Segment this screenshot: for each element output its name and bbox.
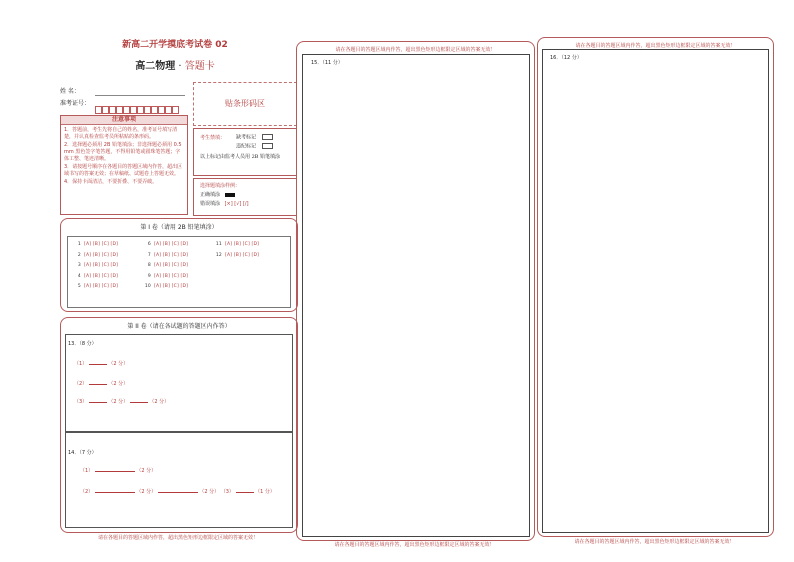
candidate-note: 以上标记由监考人员用 2B 铅笔填涂 (200, 154, 281, 160)
choice-row[interactable] (73, 253, 118, 258)
q13-2-score: （2 分） (108, 381, 129, 387)
q14-3-score: （1 分） (255, 489, 275, 495)
q14-2a-blank[interactable] (95, 492, 135, 493)
choice-options[interactable]: [A] [B] [C] [D] (84, 242, 119, 247)
id-cell[interactable] (144, 106, 151, 114)
choice-row[interactable] (73, 263, 118, 268)
id-cell[interactable] (165, 106, 172, 114)
q13-3a-blank[interactable] (89, 402, 107, 403)
q14-line1 (80, 468, 156, 475)
bottom-warning-right: 请在各题目的答题区域内作答，超出黑色矩形边框限定区域的答案无效！ (574, 539, 735, 545)
choice-options[interactable]: [A] [B] [C] [D] (154, 252, 189, 258)
part2-title: 第 II 卷（请在各试题的答题区内作答） (127, 323, 231, 330)
q13-1-blank[interactable] (89, 364, 107, 365)
q14-3-label: （3） (220, 489, 234, 495)
choice-row[interactable] (73, 242, 118, 247)
choice-row[interactable] (143, 284, 188, 289)
wrong-label: 错误填涂 (200, 201, 221, 207)
choice-number: 12 (215, 252, 222, 258)
id-cell[interactable] (116, 106, 123, 114)
id-cell[interactable] (137, 106, 144, 114)
choice-row[interactable] (143, 242, 188, 247)
choice-options[interactable]: [A] [B] [C] [D] (84, 252, 119, 258)
choice-number: 3 (77, 263, 81, 268)
choice-options[interactable]: [A] [B] [C] [D] (84, 263, 119, 268)
q14-box (65, 431, 293, 528)
subject-title: 高二物理 (135, 61, 176, 72)
choice-row[interactable] (214, 242, 259, 247)
q13-line1 (74, 361, 128, 368)
q14-1-blank[interactable] (95, 471, 135, 472)
notice-title: 注意事项 (61, 116, 187, 125)
q14-3-blank[interactable] (236, 492, 254, 493)
choice-row[interactable] (143, 263, 188, 268)
wrong-row (200, 201, 249, 208)
candidate-label: 考生禁填： (200, 135, 226, 141)
choice-options[interactable]: [A] [B] [C] [D] (154, 263, 189, 268)
top-warning-right: 请在各题目的答题区域内作答，超出黑色矩形边框限定区域的答案无效！ (575, 43, 736, 49)
choice-options[interactable]: [A] [B] [C] [D] (154, 273, 189, 279)
bottom-warning-middle: 请在各题目的答题区域内作答，超出黑色矩形边框限定区域的答案无效！ (334, 542, 495, 548)
cheat-row (236, 143, 273, 151)
name-field[interactable] (95, 95, 185, 96)
q14-2-label: （2） (80, 489, 94, 495)
cheat-mark[interactable] (262, 143, 273, 149)
q14-1-score: （2 分） (136, 468, 157, 474)
choice-options[interactable]: [A] [B] [C] [D] (84, 284, 119, 289)
notice-item: 2．选择题必须用 2B 铅笔填涂；非选择题必须用 0.5 mm 黑色签字笔答题，不得用铅笔或圆珠笔答题；字体工整、笔迹清晰。 (64, 142, 182, 162)
id-cell[interactable] (130, 106, 137, 114)
title-dot: · (178, 61, 182, 72)
choice-row[interactable] (73, 284, 118, 289)
correct-label: 正确填涂 (200, 192, 221, 198)
q15-head: 15．（11 分） (311, 60, 343, 66)
id-cell[interactable] (102, 106, 109, 114)
q13-head: 13．（8 分） (68, 341, 97, 347)
q13-2-blank[interactable] (89, 384, 107, 385)
choice-options[interactable]: [A] [B] [C] [D] (225, 242, 260, 247)
id-cell[interactable] (109, 106, 116, 114)
absent-label: 缺考标记 (236, 134, 257, 141)
absent-row (236, 134, 273, 142)
choice-number: 9 (147, 273, 151, 279)
id-cell[interactable] (158, 106, 165, 114)
id-cells[interactable] (95, 99, 187, 109)
notice-item: 1．答题前，考生先将自己的姓名，准考证号填写清楚，并认真检查监考员所粘贴的条形码。 (64, 127, 178, 140)
choice-row[interactable] (143, 274, 188, 279)
cheat-label: 违纪标记 (236, 143, 257, 150)
q14-line2 (80, 489, 275, 496)
fill-example-title: 选择题填涂样例： (200, 183, 241, 189)
q13-3b-score: （2 分） (149, 399, 170, 405)
q14-1-label: （1） (80, 468, 94, 474)
q13-line2 (74, 381, 128, 388)
choice-options[interactable]: [A] [B] [C] [D] (84, 273, 119, 279)
choice-number: 6 (147, 242, 151, 247)
name-label: 姓 名： (60, 88, 80, 95)
id-cell[interactable] (123, 106, 130, 114)
q15-answer-box[interactable] (302, 54, 530, 537)
part2-box (60, 317, 298, 533)
choice-number: 10 (144, 284, 151, 289)
wrong-marks: [×] [√] [/] (224, 201, 249, 207)
choice-number: 5 (77, 284, 81, 289)
absent-mark[interactable] (262, 134, 273, 140)
choice-number: 8 (147, 263, 151, 268)
choice-options[interactable]: [A] [B] [C] [D] (154, 284, 189, 289)
choice-number: 7 (147, 252, 151, 258)
notice-item: 4．保持卡面清洁，不要折叠、不要弄破。 (64, 179, 158, 185)
notice-box (60, 115, 188, 215)
choice-row[interactable] (73, 274, 118, 279)
correct-fill-mark (225, 193, 235, 197)
q14-2b-blank[interactable] (158, 492, 198, 493)
q13-3a-score: （2 分） (108, 399, 129, 405)
q13-2-label: （2） (74, 381, 88, 387)
choice-number: 2 (77, 252, 81, 258)
subject-title-row (90, 57, 260, 72)
exam-title: 新高二开学摸底考试卷 02 (122, 40, 228, 50)
sheet-type: 答题卡 (184, 61, 215, 72)
q16-answer-box[interactable] (542, 49, 769, 533)
choice-number: 1 (77, 242, 81, 247)
q14-2a-score: （2 分） (136, 489, 157, 495)
q13-3b-blank[interactable] (130, 402, 148, 403)
choice-row[interactable] (143, 253, 188, 258)
id-cell[interactable] (172, 106, 179, 114)
q16-head: 16．（12 分） (550, 55, 582, 61)
top-warning-middle: 请在各题目的答题区域内作答，超出黑色矩形边框限定区域的答案无效！ (335, 47, 496, 53)
candidate-box (193, 128, 297, 176)
notice-item: 3．请按题号顺序在各题目的答题区域内作答，超出区域书写的答案无效；在草稿纸、试题卷上答题无效。 (64, 164, 183, 177)
q13-line3 (74, 399, 169, 406)
id-cell[interactable] (151, 106, 158, 114)
choice-number: 11 (215, 242, 222, 247)
id-cell[interactable] (95, 106, 102, 114)
barcode-label: 贴条形码区 (225, 99, 265, 108)
fill-example-box (193, 178, 297, 216)
id-label: 准考证号： (60, 100, 91, 107)
q13-1-score: （2 分） (108, 361, 129, 367)
q15-outer-box (296, 41, 535, 541)
q16-outer-box (537, 37, 774, 537)
bottom-warning-left: 请在各题目的答题区域内作答，超出黑色矩形边框限定区域的答案无效！ (97, 535, 258, 541)
choice-row[interactable] (214, 253, 259, 258)
barcode-area (193, 82, 297, 126)
choice-options[interactable]: [A] [B] [C] [D] (225, 252, 260, 258)
q14-head: 14．（7 分） (68, 450, 97, 456)
choice-options[interactable]: [A] [B] [C] [D] (154, 242, 189, 247)
q13-1-label: （1） (74, 361, 88, 367)
part1-title: 第 I 卷（请用 2B 铅笔填涂） (140, 224, 218, 231)
q13-3-label: （3） (74, 399, 88, 405)
correct-row (200, 192, 235, 199)
choice-number: 4 (77, 273, 81, 279)
q14-2b-score: （2 分） (199, 489, 220, 495)
